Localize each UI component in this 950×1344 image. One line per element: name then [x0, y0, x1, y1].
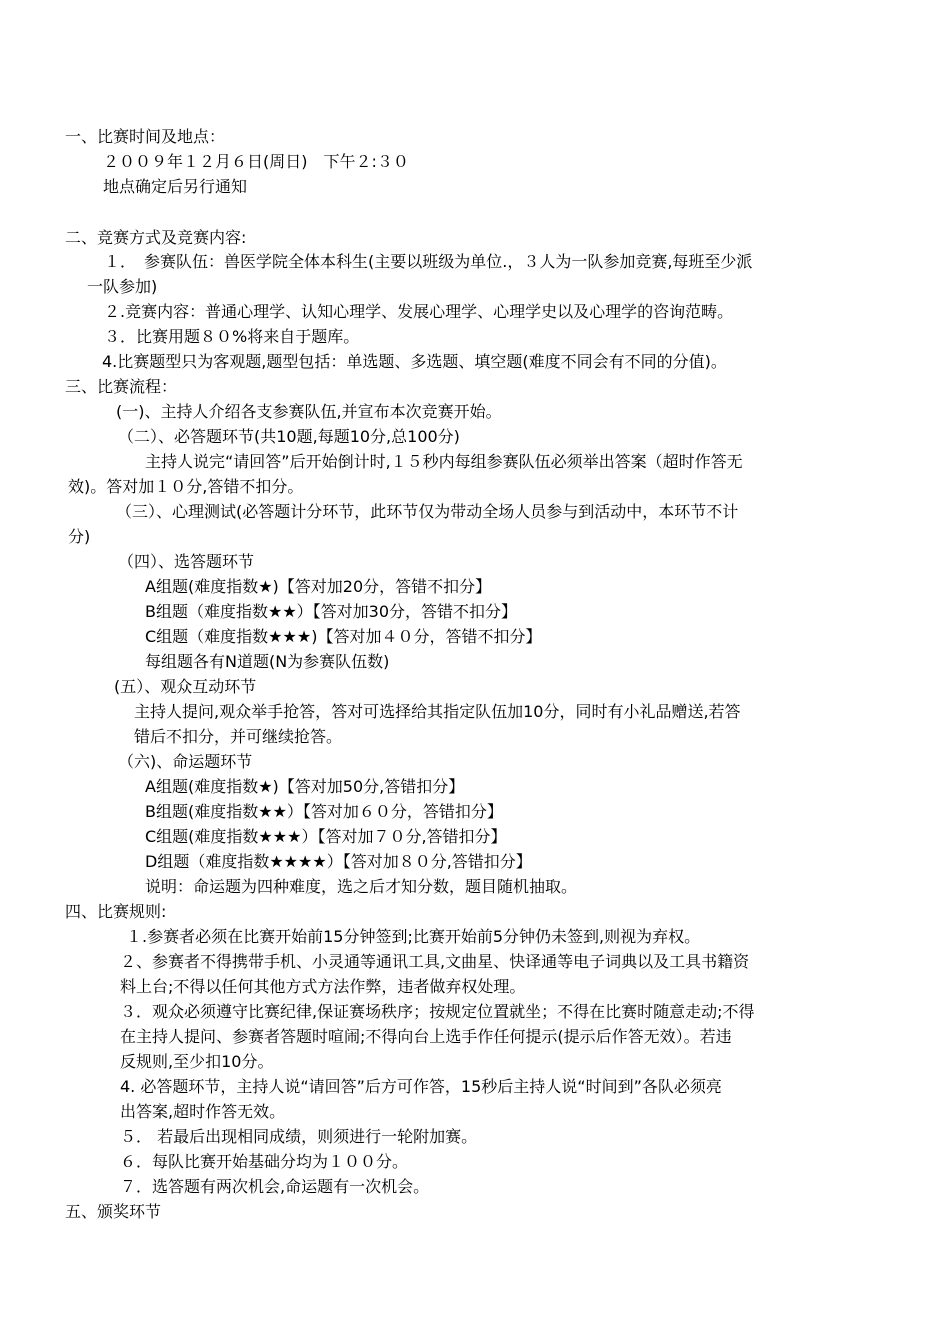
format-item-1: １． 参赛队伍：兽医学院全体本科生(主要以班级为单位.，３人为一队参加竞赛,每班至少派	[104, 252, 753, 271]
step-6-group-d: D组题（难度指数★★★★）【答对加８０分,答错扣分】	[145, 852, 532, 871]
format-item-4: 4.比赛题型只为客观题,题型包括：单选题、多选题、填空题(难度不同会有不同的分值)。	[102, 352, 727, 371]
step-4-group-a: A组题(难度指数★)【答对加20分，答错不扣分】	[145, 577, 492, 596]
format-item-1-cont: 一队参加)	[87, 277, 158, 296]
step-6-note: 说明：命运题为四种难度，选之后才知分数，题目随机抽取。	[145, 877, 578, 896]
process-step-3: （三）、心理测试(必答题计分环节，此环节仅为带动全场人员参与到活动中，本环节不计	[116, 502, 739, 521]
section-heading-time-place: 一、比赛时间及地点：	[65, 127, 226, 146]
process-step-3-cont: 分)	[68, 527, 91, 546]
rule-2-cont: 料上台;不得以任何其他方式方法作弊，违者做弃权处理。	[120, 977, 526, 996]
format-item-3: ３．比赛用题８０%将来自于题库。	[104, 327, 360, 346]
process-step-1: (一)、主持人介绍各支参赛队伍,并宣布本次竞赛开始。	[116, 402, 502, 421]
process-step-2: （二）、必答题环节(共10题,每题10分,总100分)	[118, 427, 460, 446]
process-step-6: （六)、命运题环节	[118, 752, 253, 771]
format-item-2: ２.竞赛内容：普通心理学、认知心理学、发展心理学、心理学史以及心理学的咨询范畴。	[104, 302, 734, 321]
process-step-5: (五）、观众互动环节	[114, 677, 257, 696]
process-step-5-desc: 主持人提问,观众举手抢答，答对可选择给其指定队伍加10分，同时有小礼品赠送,若答	[134, 702, 741, 721]
step-6-group-a: A组题(难度指数★)【答对加50分,答错扣分】	[145, 777, 465, 796]
step-4-group-b: B组题（难度指数★★）【答对加30分，答错不扣分】	[145, 602, 518, 621]
event-datetime: ２００９年１２月６日(周日) 下午２:３０	[103, 152, 409, 171]
event-location: 地点确定后另行通知	[103, 177, 248, 196]
process-step-2-desc: 主持人说完“请回答”后开始倒计时,１５秒内每组参赛队伍必须举出答案（超时作答无	[145, 452, 743, 471]
step-4-group-c: C组题（难度指数★★★)【答对加４０分，答错不扣分】	[145, 627, 542, 646]
rule-1: １.参赛者必须在比赛开始前15分钟签到;比赛开始前5分钟仍未签到,则视为弃权。	[126, 927, 701, 946]
step-6-group-b: B组题(难度指数★★）【答对加６０分，答错扣分】	[145, 802, 503, 821]
rule-3-cont-2: 反规则,至少扣10分。	[120, 1052, 274, 1071]
process-step-4: （四）、选答题环节	[118, 552, 255, 571]
rule-2: ２、参赛者不得携带手机、小灵通等通讯工具,文曲星、快译通等电子词典以及工具书籍资	[120, 952, 750, 971]
section-heading-format: 二、竞赛方式及竞赛内容:	[65, 228, 247, 247]
rule-7: ７．选答题有两次机会,命运题有一次机会。	[120, 1177, 430, 1196]
section-heading-rules: 四、比赛规则:	[65, 902, 167, 921]
process-step-2-desc-cont: 效)。答对加１０分,答错不扣分。	[68, 477, 304, 496]
rule-3-cont-1: 在主持人提问、参赛者答题时喧闹;不得向台上选手作任何提示(提示后作答无效）。若违	[120, 1027, 732, 1046]
section-heading-process: 三、比赛流程：	[65, 377, 178, 396]
rule-4-cont: 出答案,超时作答无效。	[120, 1102, 286, 1121]
step-4-note: 每组题各有N道题(N为参赛队伍数)	[145, 652, 390, 671]
process-step-5-desc-cont: 错后不扣分，并可继续抢答。	[134, 727, 343, 746]
rule-5: ５． 若最后出现相同成绩，则须进行一轮附加赛。	[120, 1127, 478, 1146]
rule-4: 4. 必答题环节，主持人说“请回答”后方可作答，15秒后主持人说“时间到”各队必须亮	[120, 1077, 722, 1096]
step-6-group-c: C组题(难度指数★★★）【答对加７０分,答错扣分】	[145, 827, 507, 846]
section-heading-awards: 五、颁奖环节	[65, 1202, 162, 1221]
rule-3: ３．观众必须遵守比赛纪律,保证赛场秩序；按规定位置就坐；不得在比赛时随意走动;不得	[120, 1002, 755, 1021]
rule-6: ６．每队比赛开始基础分均为１００分。	[120, 1152, 409, 1171]
